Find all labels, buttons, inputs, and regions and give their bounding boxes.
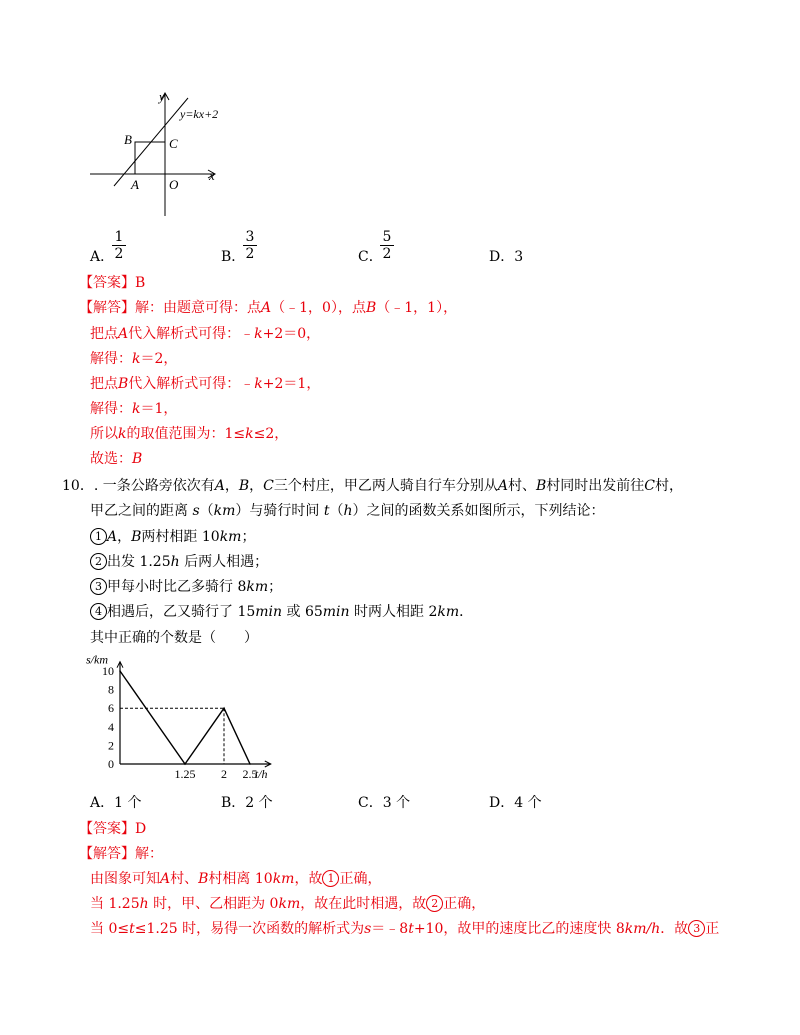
q10-stem-line-1: 10．. 一条公路旁依次有A，B，C三个村庄，甲乙两人骑自行车分别从A村、B村同时出发前往C村， xyxy=(62,478,684,494)
q10-analysis-label: 【解答】解： xyxy=(79,846,163,862)
q9-option-d[interactable]: D．3 xyxy=(489,249,524,265)
q9-option-b-fraction: 3 2 xyxy=(242,229,258,262)
q10-analysis-line-3: 当 0≤t≤1.25 时，易得一次函数的解析式为s＝﹣8t+10，故甲的速度比乙的速度快 8km/h．故 3 正 xyxy=(90,921,720,937)
q9-analysis-line-2: 把点A代入解析式可得：﹣k+2＝0， xyxy=(90,326,321,342)
x-axis-label: x xyxy=(209,168,215,183)
y-tick-label: 2 xyxy=(108,738,114,753)
y-axis-label: y xyxy=(159,89,165,104)
line-equation-label: y=kx+2 xyxy=(180,107,219,121)
data-point xyxy=(223,707,225,709)
figure-coordinate-diagram xyxy=(88,88,228,223)
q9-option-a[interactable]: A． xyxy=(90,249,115,265)
q9-analysis-line-3: 解得：k＝2， xyxy=(90,351,178,367)
y-tick-label: 8 xyxy=(108,682,114,697)
q10-claim-1: 1 A，B两村相距 10km； xyxy=(90,527,255,547)
question-number: 10． xyxy=(62,478,94,494)
q9-analysis-line-5: 解得：k＝1， xyxy=(90,401,178,417)
q9-analysis-line-4: 把点B代入解析式可得：﹣k+2＝1， xyxy=(90,376,321,392)
point-A-label: A xyxy=(131,177,139,192)
distance-time-chart xyxy=(84,650,268,785)
data-point xyxy=(184,763,186,765)
q10-answer-line: 【答案】D xyxy=(79,821,147,837)
point-B-label: B xyxy=(124,132,132,147)
x-tick-label: 2.5 xyxy=(242,767,258,781)
q10-claim-3: 3 甲每小时比乙多骑行 8km； xyxy=(90,577,282,597)
q9-option-c-fraction: 5 2 xyxy=(379,229,395,262)
q9-analysis-line-7: 故选：B xyxy=(90,451,143,467)
y-tick-label: 6 xyxy=(108,701,114,716)
point-C-label: C xyxy=(169,136,178,151)
point-O-label: O xyxy=(169,177,179,192)
q9-option-c[interactable]: C． xyxy=(358,249,383,265)
q9-analysis-line-6: 所以k的取值范围为：1≤k≤2， xyxy=(90,426,289,442)
q10-option-d[interactable]: D．4 个 xyxy=(489,795,542,811)
q9-option-a-fraction: 1 2 xyxy=(111,229,127,262)
q10-question: 其中正确的个数是（ ） xyxy=(90,630,258,646)
q10-option-a[interactable]: A．1 个 xyxy=(90,795,142,811)
q10-claim-2: 2 出发 1.25h 后两人相遇； xyxy=(90,552,268,572)
q10-analysis-line-1: 由图象可知A村、B村相离 10km，故 1 正确， xyxy=(90,871,382,887)
data-point xyxy=(119,670,121,672)
q9-answer-line: 【答案】B xyxy=(79,275,146,291)
q9-analysis-line-1: 【解答】解：由题意可得：点A（﹣1，0），点B（﹣1，1）， xyxy=(79,300,458,316)
q10-claim-4: 4 相遇后，乙又骑行了 15min 或 65min 时两人相距 2km． xyxy=(90,602,473,622)
x-tick-label: 1.25 xyxy=(174,767,196,781)
q10-option-b[interactable]: B．2 个 xyxy=(221,795,273,811)
data-point xyxy=(249,763,251,765)
x-axis-title: t/h xyxy=(254,767,268,781)
x-tick-label: 2 xyxy=(221,767,227,781)
y-tick-label: 10 xyxy=(102,664,114,678)
y-tick-label: 4 xyxy=(108,719,114,734)
y-tick-label: 0 xyxy=(108,757,114,771)
q9-option-b[interactable]: B． xyxy=(221,249,246,265)
series-line xyxy=(120,671,250,764)
q10-stem-line-2: 甲乙之间的距离 s（km）与骑行时间 t（h）之间的函数关系如图所示，下列结论： xyxy=(90,503,605,519)
y-axis-title: s/km xyxy=(86,652,108,667)
q10-analysis-line-2: 当 1.25h 时，甲、乙相距为 0km，故在此时相遇，故 2 正确， xyxy=(90,896,486,912)
q10-option-c[interactable]: C．3 个 xyxy=(358,795,411,811)
